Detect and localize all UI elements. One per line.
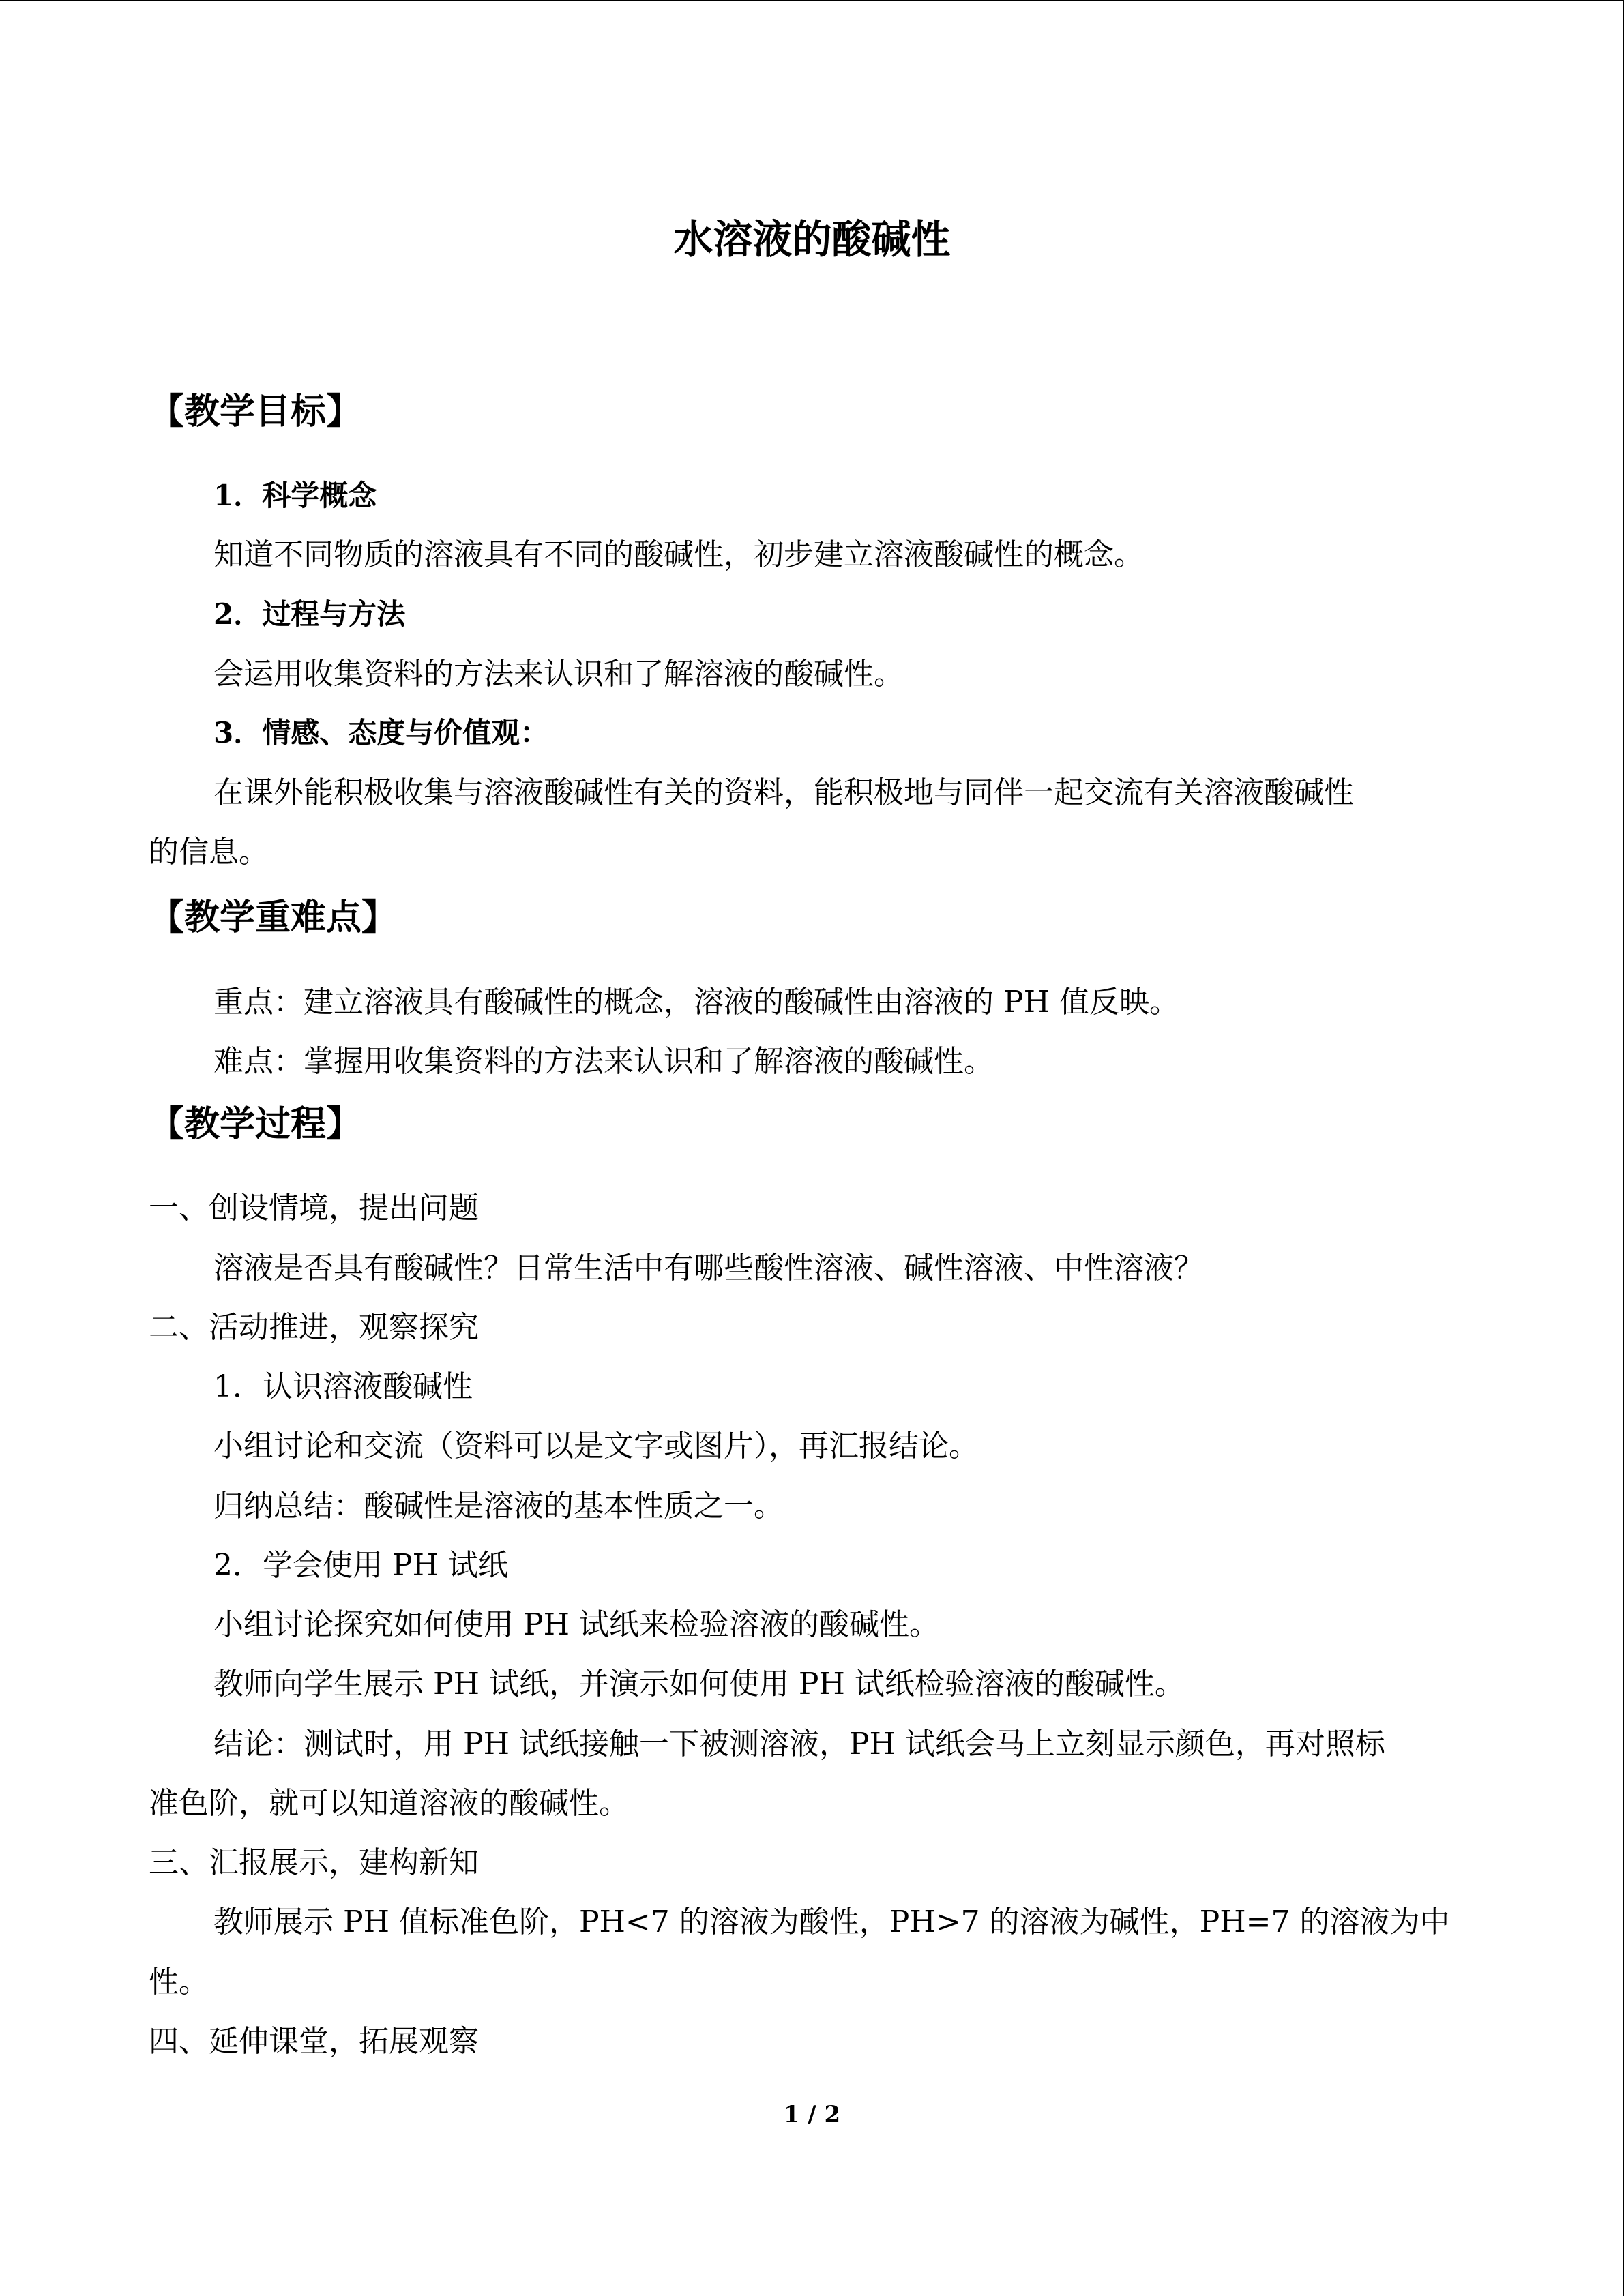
objectives-heading: 【教学目标】 [149,391,362,432]
part-3-text-line2: 性。 [149,1965,209,1999]
part-4-heading: 四、延伸课堂，拓展观察 [149,2024,479,2059]
part-2-sub-2-heading: 2．学会使用 PH 试纸 [213,1548,508,1583]
part-3-text-line1: 教师展示 PH 值标准色阶，PH<7 的溶液为酸性，PH>7 的溶液为碱性，PH=7 的溶液为中 [213,1905,1450,1939]
objective-1-text: 知道不同物质的溶液具有不同的酸碱性，初步建立溶液酸碱性的概念。 [213,537,1144,572]
objective-1-heading: 1．科学概念 [213,479,377,512]
objective-3-heading: 3．情感、态度与价值观： [213,716,549,749]
part-2-sub-2-text-1: 小组讨论探究如何使用 PH 试纸来检验溶液的酸碱性。 [213,1607,939,1642]
part-2-sub-1-heading: 1．认识溶液酸碱性 [213,1369,473,1404]
part-2-sub-2-text-3-line2: 准色阶，就可以知道溶液的酸碱性。 [149,1786,629,1821]
objective-2-text: 会运用收集资料的方法来认识和了解溶液的酸碱性。 [213,657,904,691]
page-number: 1 / 2 [783,2101,841,2128]
process-heading: 【教学过程】 [149,1103,362,1145]
part-2-sub-2-text-2: 教师向学生展示 PH 试纸，并演示如何使用 PH 试纸检验溶液的酸碱性。 [213,1667,1185,1701]
objective-3-text-line2: 的信息。 [149,835,269,869]
objective-2-heading: 2．过程与方法 [213,597,406,631]
objective-3-text-line1: 在课外能积极收集与溶液酸碱性有关的资料，能积极地与同伴一起交流有关溶液酸碱性 [213,775,1354,810]
key-point-difficulty: 难点：掌握用收集资料的方法来认识和了解溶液的酸碱性。 [213,1044,994,1079]
part-2-sub-1-text-2: 归纳总结：酸碱性是溶液的基本性质之一。 [213,1489,784,1523]
document-title: 水溶液的酸碱性 [673,216,951,263]
key-points-heading: 【教学重难点】 [149,897,398,938]
part-2-sub-2-text-3-line1: 结论：测试时，用 PH 试纸接触一下被测溶液，PH 试纸会马上立刻显示颜色，再对照标 [213,1727,1385,1761]
part-1-heading: 一、创设情境，提出问题 [149,1191,479,1225]
part-2-heading: 二、活动推进，观察探究 [149,1310,479,1345]
key-point-focus: 重点：建立溶液具有酸碱性的概念，溶液的酸碱性由溶液的 PH 值反映。 [213,985,1179,1019]
part-3-heading: 三、汇报展示，建构新知 [149,1845,479,1880]
part-2-sub-1-text-1: 小组讨论和交流（资料可以是文字或图片），再汇报结论。 [213,1429,979,1463]
part-1-text: 溶液是否具有酸碱性？日常生活中有哪些酸性溶液、碱性溶液、中性溶液？ [213,1251,1204,1285]
